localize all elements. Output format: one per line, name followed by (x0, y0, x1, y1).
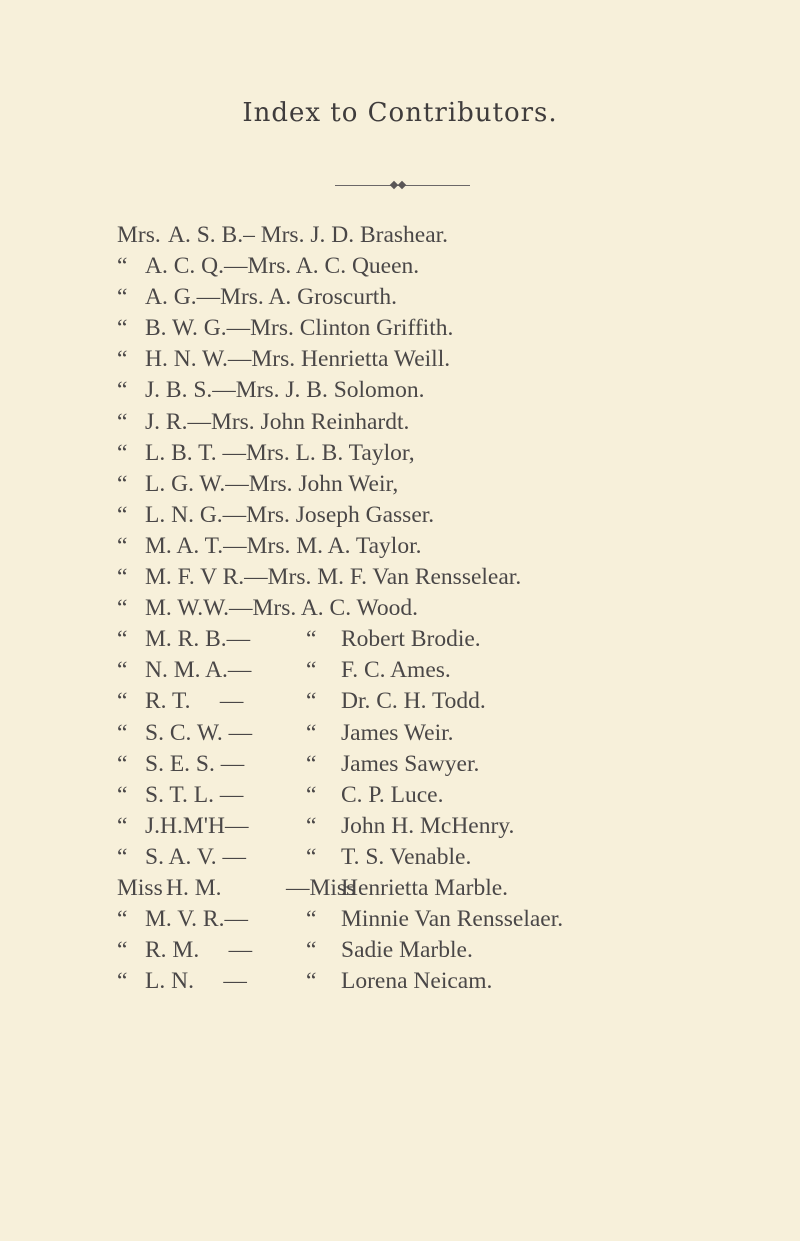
list-item (0, 749, 800, 780)
entry-name: C. P. Luce. (341, 781, 444, 808)
ditto-mark: “ (306, 626, 317, 653)
entry-initials: L. N. — (145, 968, 247, 995)
divider-ornament (335, 180, 470, 190)
ditto-mark: “ (117, 253, 128, 280)
ditto-mark: “ (117, 532, 128, 559)
entry-name: Dr. C. H. Todd. (341, 688, 486, 715)
entry-text: L. G. W.—Mrs. John Weir, (145, 470, 399, 497)
ditto-mark: “ (117, 657, 128, 684)
entry-text: H. N. W.—Mrs. Henrietta Weill. (145, 346, 451, 373)
entry-text: L. N. G.—Mrs. Joseph Gasser. (145, 501, 435, 528)
entry-initials: M. R. B.— (145, 626, 251, 653)
entry-initials: S. T. L. — (145, 781, 244, 808)
entry-initials: N. M. A.— (145, 657, 252, 684)
ditto-mark: “ (117, 906, 128, 933)
entry-name: Robert Brodie. (341, 626, 481, 653)
entry-name: John H. McHenry. (341, 812, 515, 839)
ditto-mark: “ (306, 843, 317, 870)
list-item (0, 935, 800, 966)
entry-text: M. F. V R.—Mrs. M. F. Van Rensselear. (145, 564, 522, 591)
entry-prefix: Mrs. (117, 222, 161, 248)
entry-name: F. C. Ames. (341, 657, 451, 684)
list-item (0, 438, 800, 469)
ditto-mark: “ (306, 906, 317, 933)
ditto-mark: “ (306, 968, 317, 995)
list-item (0, 220, 800, 251)
entry-initials: J.H.M'H— (145, 812, 249, 839)
entry-text: J. B. S.—Mrs. J. B. Solomon. (145, 377, 425, 404)
entry-text: J. R.—Mrs. John Reinhardt. (145, 408, 410, 435)
list-item (0, 718, 800, 749)
entry-initials: S. C. W. — (145, 719, 253, 746)
list-item (0, 375, 800, 406)
entry-text: A. C. Q.—Mrs. A. C. Queen. (145, 253, 420, 280)
list-item (0, 904, 800, 935)
entry-initials: R. M. — (145, 937, 253, 964)
ditto-mark: “ (117, 564, 128, 591)
ditto-mark: “ (117, 719, 128, 746)
ditto-mark: “ (117, 843, 128, 870)
entry-text: M. W.W.—Mrs. A. C. Wood. (145, 595, 418, 622)
diamond-icon (398, 181, 406, 189)
ditto-mark: “ (306, 937, 317, 964)
ditto-mark: “ (117, 968, 128, 995)
entry-dash-title: —Miss (286, 874, 356, 901)
ditto-mark: “ (117, 284, 128, 311)
ditto-mark: “ (117, 346, 128, 373)
ditto-mark: “ (306, 688, 317, 715)
ditto-mark: “ (306, 812, 317, 839)
entry-text: A. G.—Mrs. A. Groscurth. (145, 284, 397, 311)
list-item (0, 966, 800, 997)
entry-name: Henrietta Marble. (341, 874, 509, 901)
ditto-mark: “ (117, 501, 128, 528)
entry-name: Sadie Marble. (341, 937, 473, 964)
entry-initials: S. E. S. — (145, 750, 245, 777)
list-item (0, 686, 800, 717)
ditto-mark: “ (306, 719, 317, 746)
list-item (0, 655, 800, 686)
list-item (0, 624, 800, 655)
ditto-mark: “ (117, 937, 128, 964)
list-item (0, 562, 800, 593)
ditto-mark: “ (306, 781, 317, 808)
page-title: Index to Contributors. (242, 98, 558, 128)
list-item (0, 842, 800, 873)
ditto-mark: “ (117, 781, 128, 808)
ditto-mark: “ (117, 688, 128, 715)
entry-initials: M. V. R.— (145, 906, 248, 933)
list-item (0, 469, 800, 500)
list-item (0, 282, 800, 313)
ditto-mark: “ (117, 439, 128, 466)
entry-prefix: Miss (117, 874, 163, 901)
entry-initials: S. A. V. — (145, 843, 247, 870)
entry-name: Lorena Neicam. (341, 968, 493, 995)
entry-text: A. S. B.– Mrs. J. D. Brashear. (168, 222, 449, 248)
ditto-mark: “ (117, 626, 128, 653)
list-item (0, 593, 800, 624)
entry-initials: H. M. (166, 874, 222, 901)
ditto-mark: “ (117, 377, 128, 404)
ditto-mark: “ (306, 750, 317, 777)
list-item (0, 873, 800, 904)
contributors-list (0, 220, 800, 997)
ditto-mark: “ (117, 750, 128, 777)
entry-text: L. B. T. —Mrs. L. B. Taylor, (145, 439, 415, 466)
entry-name: T. S. Venable. (341, 843, 472, 870)
ditto-mark: “ (117, 315, 128, 342)
entry-text: B. W. G.—Mrs. Clinton Griffith. (145, 315, 454, 342)
entry-text: M. A. T.—Mrs. M. A. Taylor. (145, 532, 422, 559)
entry-name: James Sawyer. (341, 750, 480, 777)
list-item (0, 531, 800, 562)
entry-name: Minnie Van Rensselaer. (341, 906, 564, 933)
ditto-mark: “ (117, 595, 128, 622)
ditto-mark: “ (117, 812, 128, 839)
ditto-mark: “ (117, 408, 128, 435)
list-item (0, 780, 800, 811)
entry-initials: R. T. — (145, 688, 244, 715)
list-item (0, 313, 800, 344)
entry-name: James Weir. (341, 719, 454, 746)
ditto-mark: “ (117, 470, 128, 497)
list-item (0, 811, 800, 842)
list-item (0, 344, 800, 375)
ditto-mark: “ (306, 657, 317, 684)
list-item (0, 407, 800, 438)
list-item (0, 500, 800, 531)
list-item (0, 251, 800, 282)
